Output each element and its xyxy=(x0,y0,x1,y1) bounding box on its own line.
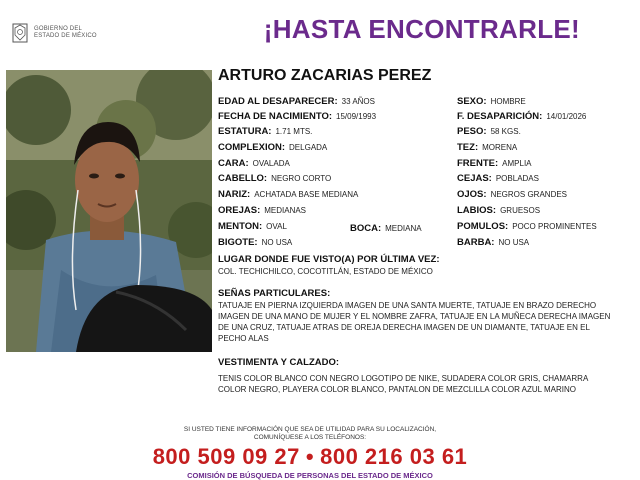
field-label: CABELLO: xyxy=(218,173,268,184)
phone-number-1[interactable]: 800 509 09 27 xyxy=(152,444,300,469)
field-nariz xyxy=(218,187,358,201)
field-barba xyxy=(457,235,529,249)
field-label: OJOS: xyxy=(457,189,487,200)
gov-line2: ESTADO DE MÉXICO xyxy=(34,33,97,39)
field-tez xyxy=(457,140,517,154)
field-value: MEDIANA xyxy=(385,224,422,233)
last-seen-text: COL. TECHICHILCO, COCOTITLÁN, ESTADO DE MÉXICO xyxy=(218,267,433,276)
field-label: CEJAS: xyxy=(457,173,492,184)
footer-note-line2: COMUNÍQUESE A LOS TELÉFONOS: xyxy=(253,434,367,441)
field-value: 15/09/1993 xyxy=(336,112,377,121)
field-value: POBLADAS xyxy=(495,174,539,183)
field-cabello xyxy=(218,171,331,185)
field-frente xyxy=(457,156,532,170)
marks-title: SEÑAS PARTICULARES: xyxy=(218,288,331,299)
field-boca xyxy=(350,221,422,235)
field-labios xyxy=(457,203,540,217)
field-label: BIGOTE: xyxy=(218,237,258,248)
field-value: MEDIANAS xyxy=(264,206,307,215)
field-ojos xyxy=(457,187,567,201)
field-cara xyxy=(218,156,290,170)
field-value: NEGROS GRANDES xyxy=(490,190,568,199)
field-pomulos xyxy=(457,219,597,233)
field-value: GRUESOS xyxy=(500,206,541,215)
field-label: POMULOS: xyxy=(457,221,509,232)
field-value: ACHATADA BASE MEDIANA xyxy=(254,190,359,199)
field-label: SEXO: xyxy=(457,96,487,107)
field-value: OVAL xyxy=(266,222,287,231)
field-label: EDAD AL DESAPARECER: xyxy=(218,96,338,107)
gov-line1: GOBIERNO DEL xyxy=(34,26,83,32)
phone-separator: • xyxy=(305,444,315,469)
field-label: F. DESAPARICIÓN: xyxy=(457,111,543,122)
government-logo xyxy=(10,22,110,44)
missing-person-photo xyxy=(6,70,212,352)
field-sexo xyxy=(457,94,526,108)
field-value: 58 KGS. xyxy=(490,127,521,136)
field-edad xyxy=(218,94,375,108)
field-value: AMPLIA xyxy=(502,159,532,168)
field-complexion xyxy=(218,140,327,154)
field-label: CARA: xyxy=(218,158,249,169)
field-value: 1.71 MTS. xyxy=(275,127,313,136)
field-value: 14/01/2026 xyxy=(546,112,587,121)
field-value: 33 AÑOS xyxy=(341,97,375,106)
government-name xyxy=(34,26,97,40)
field-value: NO USA xyxy=(261,238,293,247)
contact-phones xyxy=(0,444,620,470)
field-value: OVALADA xyxy=(252,159,290,168)
poster-headline: ¡HASTA ENCONTRARLE! xyxy=(263,14,580,44)
person-name: ARTURO ZACARIAS PEREZ xyxy=(218,67,432,84)
field-label: BOCA: xyxy=(350,223,382,234)
field-peso xyxy=(457,124,521,138)
field-label: MENTON: xyxy=(218,221,263,232)
field-bigote xyxy=(218,235,292,249)
field-label: BARBA: xyxy=(457,237,495,248)
field-label: LABIOS: xyxy=(457,205,497,216)
phone-number-2[interactable]: 800 216 03 61 xyxy=(320,444,468,469)
field-value: NEGRO CORTO xyxy=(271,174,332,183)
field-value: HOMBRE xyxy=(490,97,526,106)
field-value: MORENA xyxy=(482,143,518,152)
field-label: COMPLEXION: xyxy=(218,142,286,153)
field-label: OREJAS: xyxy=(218,205,261,216)
field-fecha-desaparicion xyxy=(457,109,586,123)
field-orejas xyxy=(218,203,306,217)
last-seen-title: LUGAR DONDE FUE VISTO(A) POR ÚLTIMA VEZ: xyxy=(218,254,440,265)
field-value: DELGADA xyxy=(289,143,328,152)
field-estatura xyxy=(218,124,312,138)
state-coat-of-arms-icon xyxy=(10,22,30,44)
clothing-text: TENIS COLOR BLANCO CON NEGRO LOGOTIPO DE NIKE, SUDADERA COLOR GRIS, CHAMARRA COLOR NEGRO, PLAYERA COLOR BLANCO, PANTALON DE MEZCLILLA COLOR AZUL MARINO xyxy=(218,374,588,394)
field-label: TEZ: xyxy=(457,142,479,153)
footer-note xyxy=(0,426,620,442)
field-menton xyxy=(218,219,287,233)
field-value: NO USA xyxy=(498,238,530,247)
field-label: ESTATURA: xyxy=(218,126,272,137)
field-label: FRENTE: xyxy=(457,158,499,169)
field-label: PESO: xyxy=(457,126,487,137)
field-cejas xyxy=(457,171,539,185)
field-label: FECHA DE NACIMIENTO: xyxy=(218,111,332,122)
footer-note-line1: SI USTED TIENE INFORMACIÓN QUE SEA DE UTILIDAD PARA SU LOCALIZACIÓN, xyxy=(183,426,437,433)
field-value: POCO PROMINENTES xyxy=(512,222,597,231)
footer-organization: COMISIÓN DE BÚSQUEDA DE PERSONAS DEL ESTADO DE MÉXICO xyxy=(187,471,433,480)
field-fecha-nacimiento xyxy=(218,109,376,123)
field-label: NARIZ: xyxy=(218,189,251,200)
marks-text: TATUAJE EN PIERNA IZQUIERDA IMAGEN DE UNA SANTA MUERTE, TATUAJE EN BRAZO DERECHO IMAGEN DE UNA MANO DE MUJER Y EL NOMBRE ZAFRA, TATUAJE EN LA MUÑECA DERECHA IMAGEN DE UNA CRUZ, TATUAJE ATRAS DE OREJA DERECHA IMAGEN DE UN DIAMANTE, TATUAJE EN EL PECHO ALAS xyxy=(218,301,611,343)
clothing-title: VESTIMENTA Y CALZADO: xyxy=(218,357,340,368)
